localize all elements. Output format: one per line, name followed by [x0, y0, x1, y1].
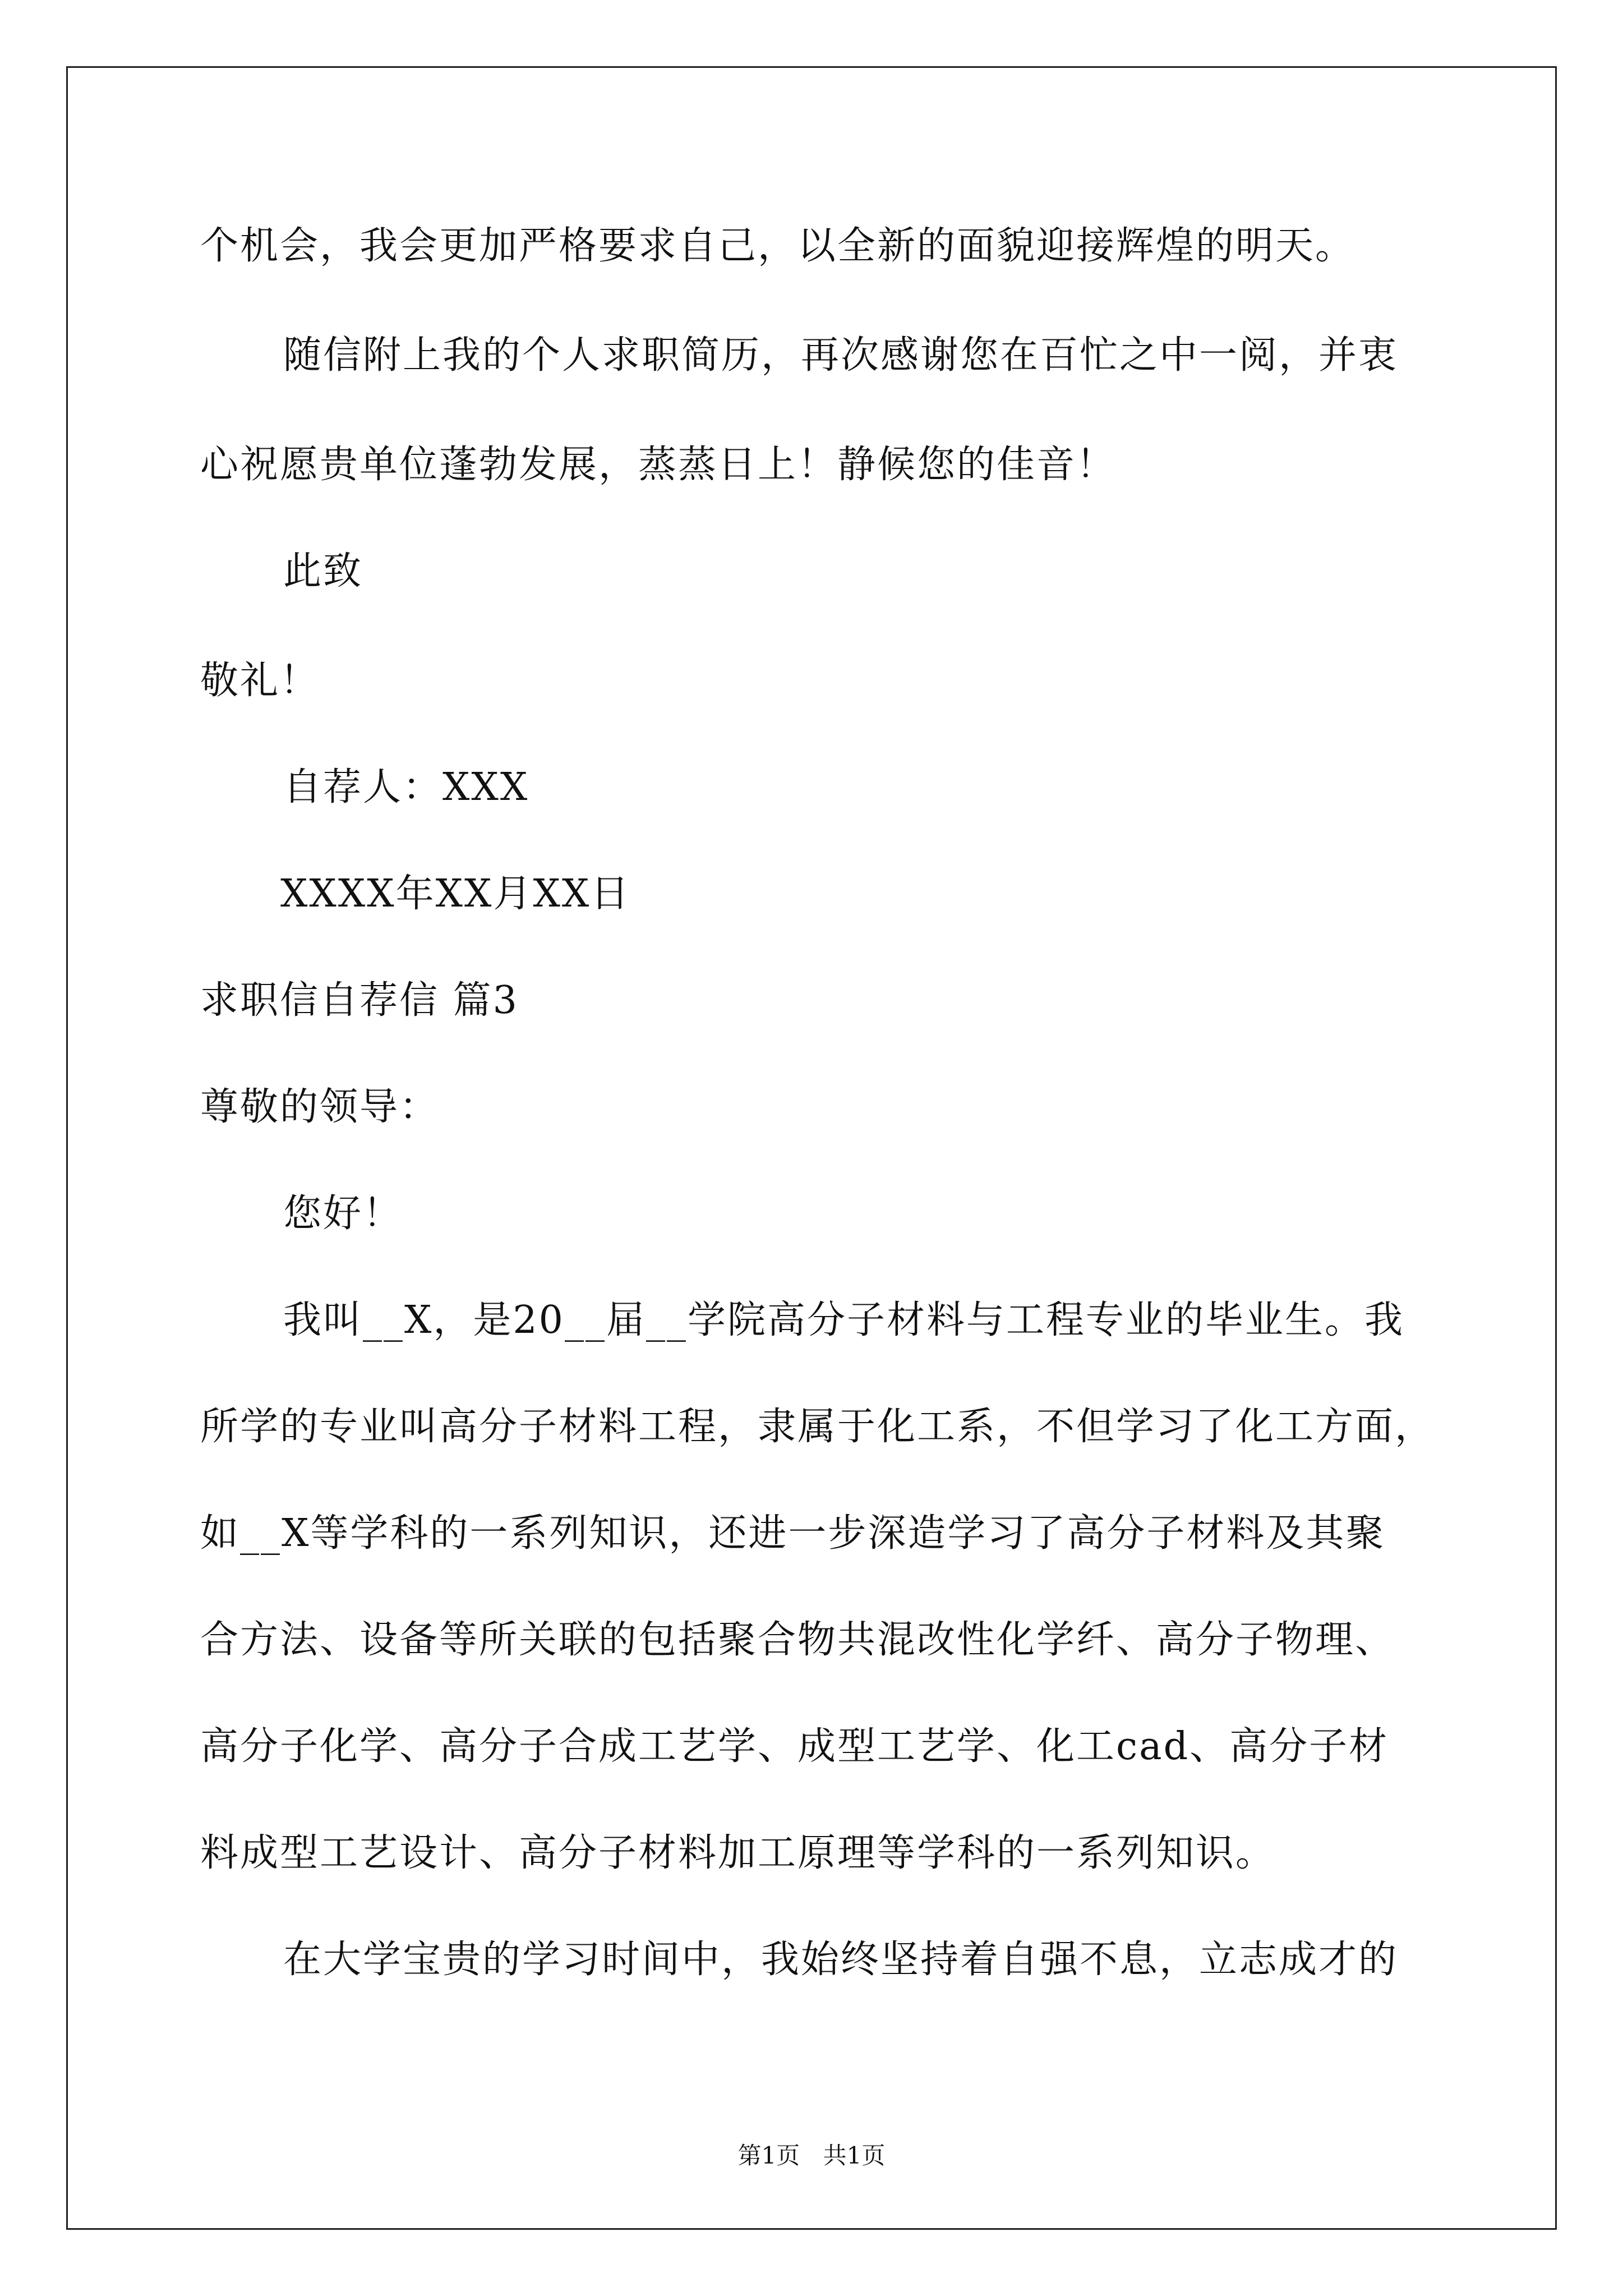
section-heading: 求职信自荐信 篇3	[200, 978, 519, 1023]
paragraph-line: 高分子化学、高分子合成工艺学、成型工艺学、化工cad、高分子材	[200, 1724, 1389, 1769]
greeting: 您好！	[283, 1191, 403, 1236]
paragraph-line: 所学的专业叫高分子材料工程，隶属于化工系，不但学习了化工方面，	[200, 1405, 1435, 1449]
page-number-current: 第1页	[737, 2142, 800, 2169]
paragraph-line: 个机会，我会更加严格要求自己，以全新的面貌迎接辉煌的明天。	[200, 224, 1355, 268]
paragraph-line: 心祝愿贵单位蓬勃发展，蒸蒸日上！静候您的佳音！	[200, 443, 1117, 487]
closing-salutation: 此致	[283, 549, 363, 593]
paragraph-line: 我叫__X，是20__届__学院高分子材料与工程专业的毕业生。我	[283, 1298, 1404, 1342]
date-line: XXXX年XX月XX日	[280, 872, 631, 916]
paragraph-line: 如__X等学科的一系列知识，还进一步深造学习了高分子材料及其聚	[200, 1511, 1386, 1556]
paragraph-line: 随信附上我的个人求职简历，再次感谢您在百忙之中一阅，并衷	[283, 333, 1399, 378]
page-border	[66, 66, 1557, 2230]
page-number-total: 共1页	[823, 2142, 886, 2169]
signature-line: 自荐人：XXX	[283, 765, 529, 809]
paragraph-line: 料成型工艺设计、高分子材料加工原理等学科的一系列知识。	[200, 1831, 1276, 1875]
page-footer	[0, 2144, 1623, 2168]
greeting-addressee: 尊敬的领导：	[200, 1085, 440, 1129]
paragraph-line: 在大学宝贵的学习时间中，我始终坚持着自强不息，立志成才的	[283, 1938, 1399, 1982]
closing-regards: 敬礼！	[200, 659, 320, 703]
paragraph-line: 合方法、设备等所关联的包括聚合物共混改性化学纤、高分子物理、	[200, 1618, 1395, 1662]
